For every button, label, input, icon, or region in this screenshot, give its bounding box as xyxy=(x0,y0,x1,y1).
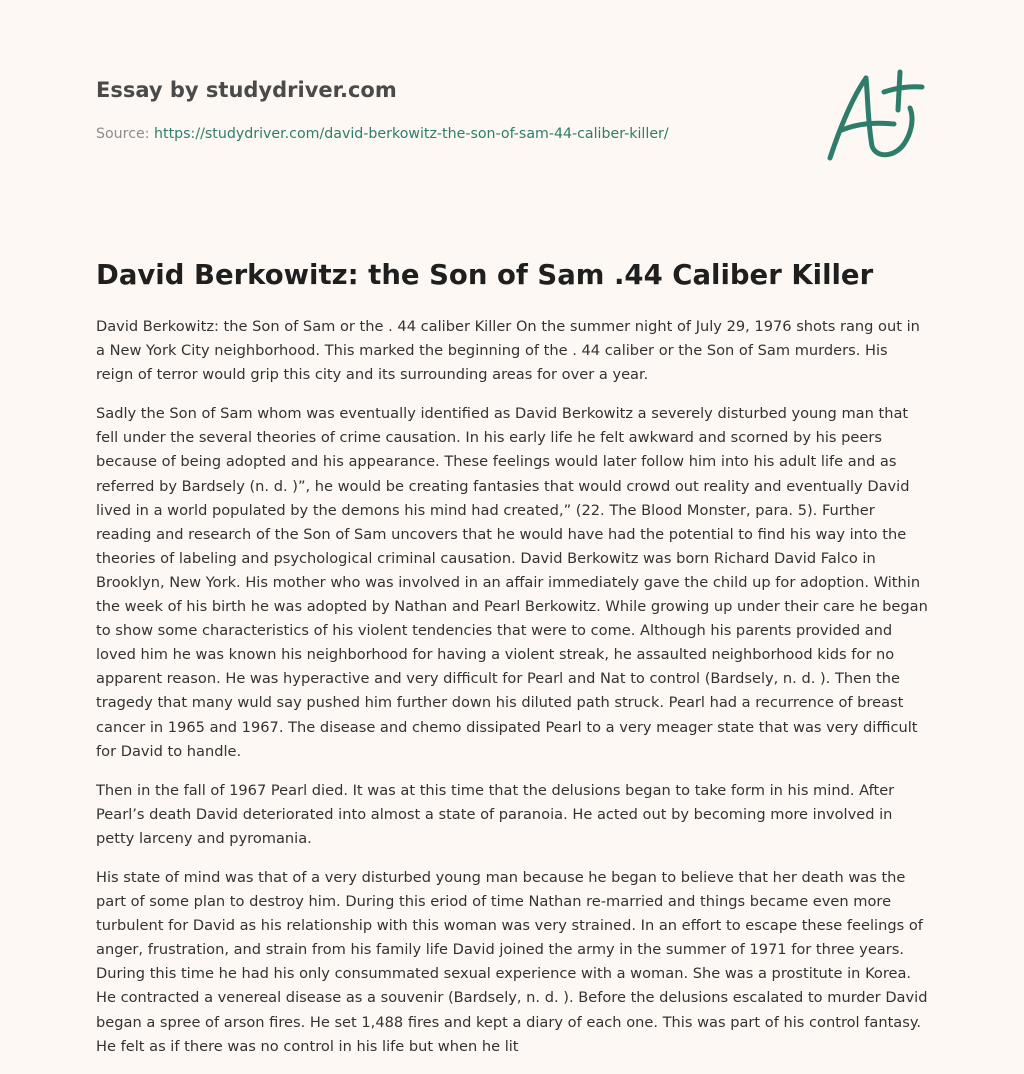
essay-paragraph: Then in the fall of 1967 Pearl died. It was at this time that the delusions began to take form in his mind. After Pearl’s death David deteriorated into almost a state of paranoia. He acted out by becoming more involved in petty larceny and pyromania. xyxy=(96,781,895,847)
essay-paragraph: David Berkowitz: the Son of Sam or the . 44 caliber Killer On the summer night of July 29, 1976 shots rang out in a New York City neighborhood. This marked the beginning of the . 44 caliber or the Son of Sam murders. His reign of terror would grip this city and its surrounding areas for over a year. xyxy=(96,318,920,384)
source-line xyxy=(96,124,816,144)
source-label: Source: xyxy=(96,126,150,142)
essay-paragraph: His state of mind was that of a very disturbed young man because he began to believe that her death was the part of some plan to destroy him. During this eriod of time Nathan re-married and things became even more turbulent for David as his relationship with this woman was very strained. In an effort to escape these feelings of anger, frustration, and strain from his family life David joined the army in the summer of 1971 for three years. During this time he had his only consummated sexual experience with a woman. She was a prostitute in Korea. He contracted a venereal disease as a souvenir (Bardsely, n. d. ). Before the delusions escalated to murder David began a spree of arson fires. He set 1,488 fires and kept a diary of each one. This was part of his control fantasy. He felt as if there was no control in his life but when he lit xyxy=(96,868,928,1055)
essay-body xyxy=(96,315,929,1074)
essay-paragraph: Sadly the Son of Sam whom was eventually identified as David Berkowitz a severely disturbed young man that fell under the several theories of crime causation. In his early life he felt awkward and scorned by his peers because of being adopted and his appearance. These feelings would later follow him into his adult life and as referred by Bardsely (n. d. )”, he would be creating fantasies that would crowd out reality and eventually David lived in a world populated by the demons his mind had created,” (22. The Blood Monster, para. 5). Further reading and research of the Son of Sam uncovers that he would have had the potential to find his way into the theories of labeling and psychological criminal causation. David Berkowitz was born Richard David Falco in Brooklyn, New York. His mother who was involved in an affair immediately gave the child up for adoption. Within the week of his birth he was adopted by Nathan and Pearl Berkowitz. While growing up under their care he began to show some characteristics of his violent tendencies that were to come. Although his parents provided and loved him he was known his neighborhood for having a violent streak, he assaulted neighborhood kids for no apparent reason. He was hyperactive and very difficult for Pearl and Nat to control (Bardsely, n. d. ). Then the tragedy that many wuld say pushed him further down his diluted path struck. Pearl had a recurrence of breast cancer in 1965 and 1967. The disease and chemo dissipated Pearl to a very meager state that was very difficult for David to handle. xyxy=(96,405,928,760)
site-title: Essay by studydriver.com xyxy=(96,78,397,102)
essay-title: David Berkowitz: the Son of Sam .44 Caliber Killer xyxy=(96,259,874,291)
a-plus-logo-icon xyxy=(818,66,930,166)
source-link[interactable]: https://studydriver.com/david-berkowitz-the-son-of-sam-44-caliber-killer/ xyxy=(154,126,669,142)
page-header xyxy=(96,76,816,144)
